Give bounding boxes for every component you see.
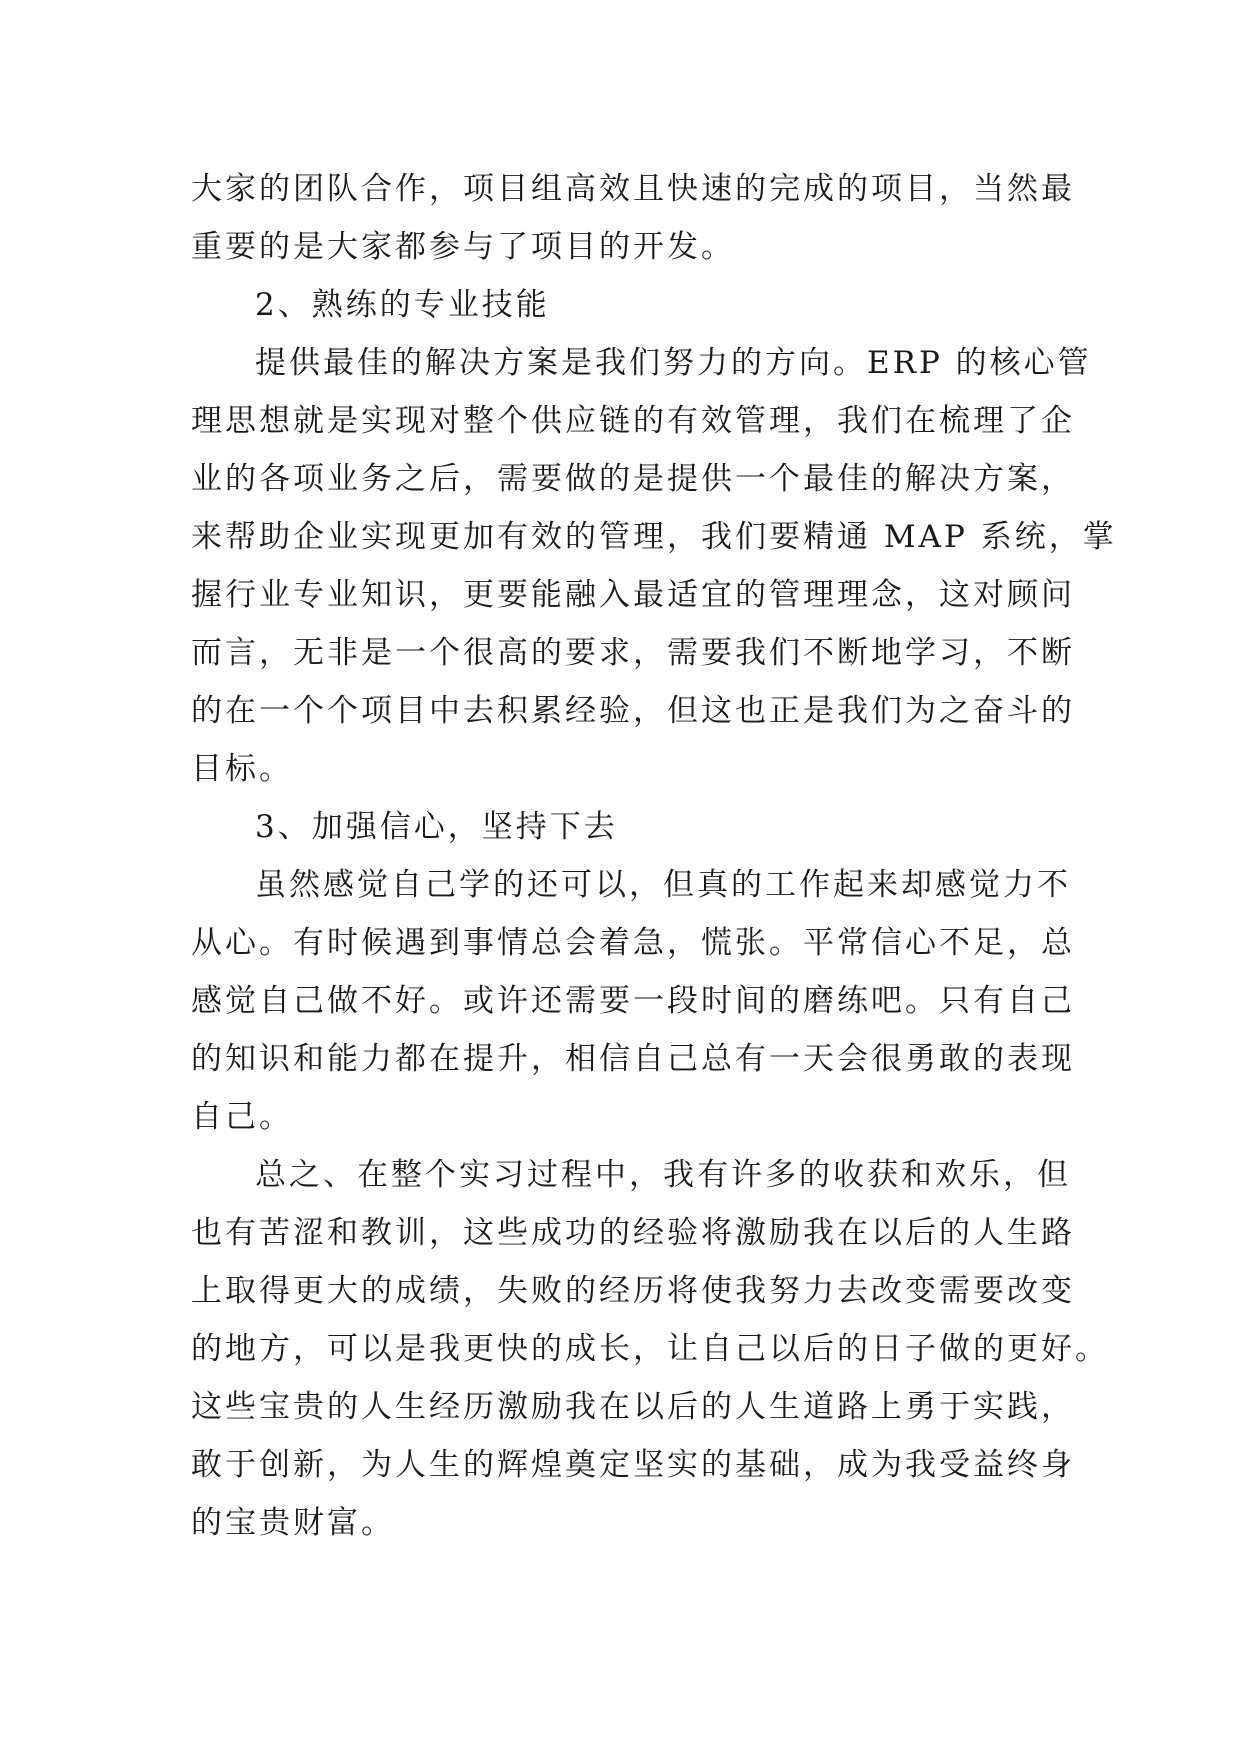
text-line: 理思想就是实现对整个供应链的有效管理，我们在梳理了企 <box>191 403 1075 439</box>
text-line: 这些宝贵的人生经历激励我在以后的人生道路上勇于实践， <box>191 1389 1075 1425</box>
document-body <box>191 160 1117 1552</box>
text-line: 而言，无非是一个很高的要求，需要我们不断地学习，不断 <box>191 635 1075 671</box>
text-line: 从心。有时候遇到事情总会着急，慌张。平常信心不足，总 <box>191 925 1075 961</box>
text-line: 的宝贵财富。 <box>191 1505 395 1541</box>
text-line: 也有苦涩和教训，这些成功的经验将激励我在以后的人生路 <box>191 1215 1075 1251</box>
text-line: 目标。 <box>191 751 293 787</box>
section-heading: 3、加强信心，坚持下去 <box>255 809 618 845</box>
text-line: 的在一个个项目中去积累经验，但这也正是我们为之奋斗的 <box>191 693 1075 729</box>
text-line: 的知识和能力都在提升，相信自己总有一天会很勇敢的表现 <box>191 1041 1075 1077</box>
text-line: 业的各项业务之后，需要做的是提供一个最佳的解决方案， <box>191 461 1075 497</box>
text-line: 来帮助企业实现更加有效的管理，我们要精通 MAP 系统，掌 <box>191 519 1117 555</box>
text-line: 的地方，可以是我更快的成长，让自己以后的日子做的更好。 <box>191 1331 1109 1367</box>
text-line: 虽然感觉自己学的还可以，但真的工作起来却感觉力不 <box>255 867 1071 903</box>
text-line: 自己。 <box>191 1099 293 1135</box>
text-line: 提供最佳的解决方案是我们努力的方向。ERP 的核心管 <box>255 345 1092 381</box>
text-line: 感觉自己做不好。或许还需要一段时间的磨练吧。只有自己 <box>191 983 1075 1019</box>
section-heading: 2、熟练的专业技能 <box>255 287 550 323</box>
text-line: 总之、在整个实习过程中，我有许多的收获和欢乐，但 <box>255 1157 1071 1193</box>
text-line: 握行业专业知识，更要能融入最适宜的管理理念，这对顾问 <box>191 577 1075 613</box>
text-line: 上取得更大的成绩，失败的经历将使我努力去改变需要改变 <box>191 1273 1075 1309</box>
text-line: 大家的团队合作，项目组高效且快速的完成的项目，当然最 <box>191 171 1075 207</box>
text-line: 重要的是大家都参与了项目的开发。 <box>191 229 735 265</box>
text-line: 敢于创新，为人生的辉煌奠定坚实的基础，成为我受益终身 <box>191 1447 1075 1483</box>
